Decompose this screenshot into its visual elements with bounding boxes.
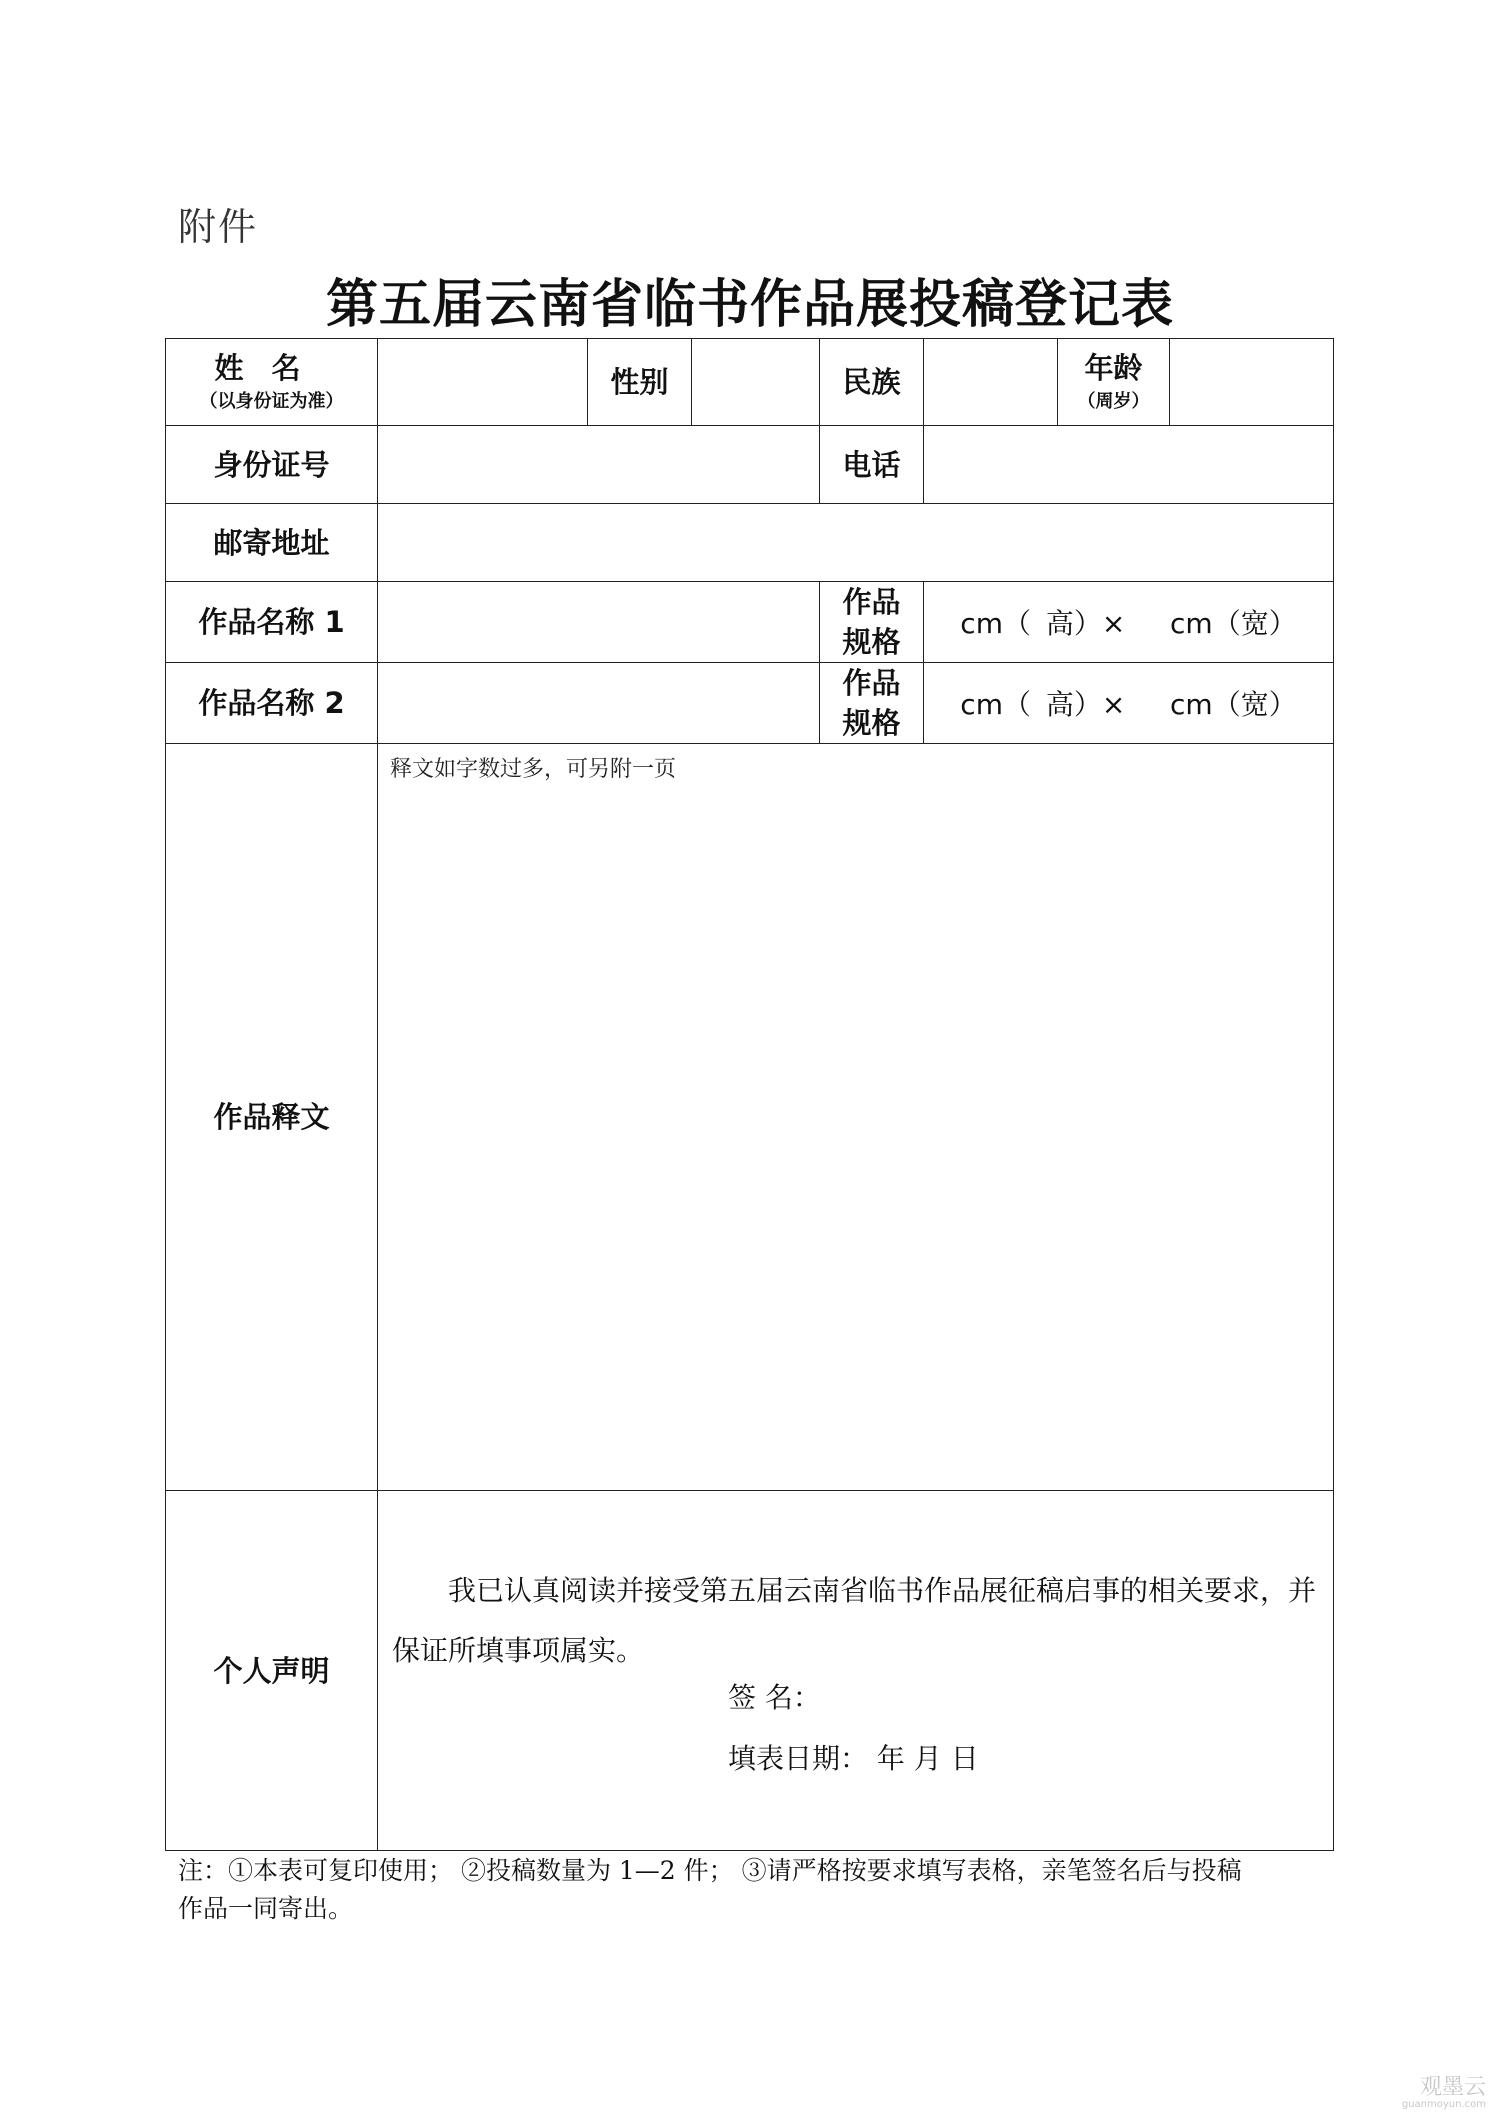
work2-label: 作品名称 2: [166, 663, 378, 744]
registration-form-table: [165, 338, 1334, 1851]
declaration-cell: [378, 1491, 1334, 1851]
address-label: 邮寄地址: [166, 504, 378, 582]
gender-label: 性别: [588, 339, 692, 426]
age-label-cell: [1058, 339, 1170, 426]
work1-spec-label-line2: 规格: [842, 625, 901, 659]
row-work-1: [166, 582, 1334, 663]
row-personal-info: [166, 339, 1334, 426]
name-label: 姓名: [214, 351, 329, 385]
address-field[interactable]: [378, 504, 1334, 582]
footnote-line-1: 注：①本表可复印使用； ②投稿数量为 1—2 件； ③请严格按要求填写表格，亲笔签名后与投稿: [178, 1856, 1242, 1885]
work1-spec-field[interactable]: cm（ 高）× cm（宽）: [924, 582, 1334, 663]
age-note: （周岁）: [1077, 391, 1150, 412]
phone-field[interactable]: [924, 426, 1334, 504]
name-label-cell: [166, 339, 378, 426]
work1-spec-label-cell: [820, 582, 924, 663]
id-number-field[interactable]: [378, 426, 820, 504]
declaration-text: 我已认真阅读并接受第五届云南省临书作品展征稿启事的相关要求，并保证所填事项属实。: [392, 1574, 1317, 1667]
ethnicity-field[interactable]: [924, 339, 1058, 426]
row-declaration: [166, 1491, 1334, 1851]
row-work-2: [166, 663, 1334, 744]
work2-spec-label-line2: 规格: [842, 706, 901, 740]
id-label: 身份证号: [166, 426, 378, 504]
declaration-label: 个人声明: [166, 1491, 378, 1851]
attachment-label: 附件: [178, 205, 259, 249]
ethnicity-label: 民族: [820, 339, 924, 426]
work2-title-field[interactable]: [378, 663, 820, 744]
age-field[interactable]: [1170, 339, 1334, 426]
age-label: 年龄: [1084, 351, 1143, 385]
watermark: [1402, 2077, 1486, 2111]
work-text-hint: 释文如字数过多，可另附一页: [390, 757, 677, 782]
watermark-subtext: guanmoyun.com: [1401, 2099, 1486, 2110]
gender-field[interactable]: [692, 339, 820, 426]
date-field[interactable]: 填表日期： 年 月 日: [728, 1742, 979, 1775]
work-text-label: 作品释文: [166, 744, 378, 1491]
row-address: [166, 504, 1334, 582]
work-text-field[interactable]: [378, 744, 1334, 1491]
name-note: （以身份证为准）: [199, 391, 344, 412]
work2-spec-label-cell: [820, 663, 924, 744]
form-title: 第五届云南省临书作品展投稿登记表: [325, 274, 1174, 335]
row-work-text: [166, 744, 1334, 1491]
signature-field[interactable]: 签 名：: [728, 1681, 821, 1714]
work2-spec-label-line1: 作品: [842, 666, 901, 700]
work1-spec-label-line1: 作品: [842, 585, 901, 619]
work2-spec-field[interactable]: cm（ 高）× cm（宽）: [924, 663, 1334, 744]
phone-label: 电话: [820, 426, 924, 504]
watermark-text: 观墨云: [1419, 2075, 1486, 2100]
work1-title-field[interactable]: [378, 582, 820, 663]
footnote-line-2: 作品一同寄出。: [178, 1894, 354, 1923]
row-id-phone: [166, 426, 1334, 504]
work1-label: 作品名称 1: [166, 582, 378, 663]
footnote: [178, 1852, 1338, 1928]
name-field[interactable]: [378, 339, 588, 426]
